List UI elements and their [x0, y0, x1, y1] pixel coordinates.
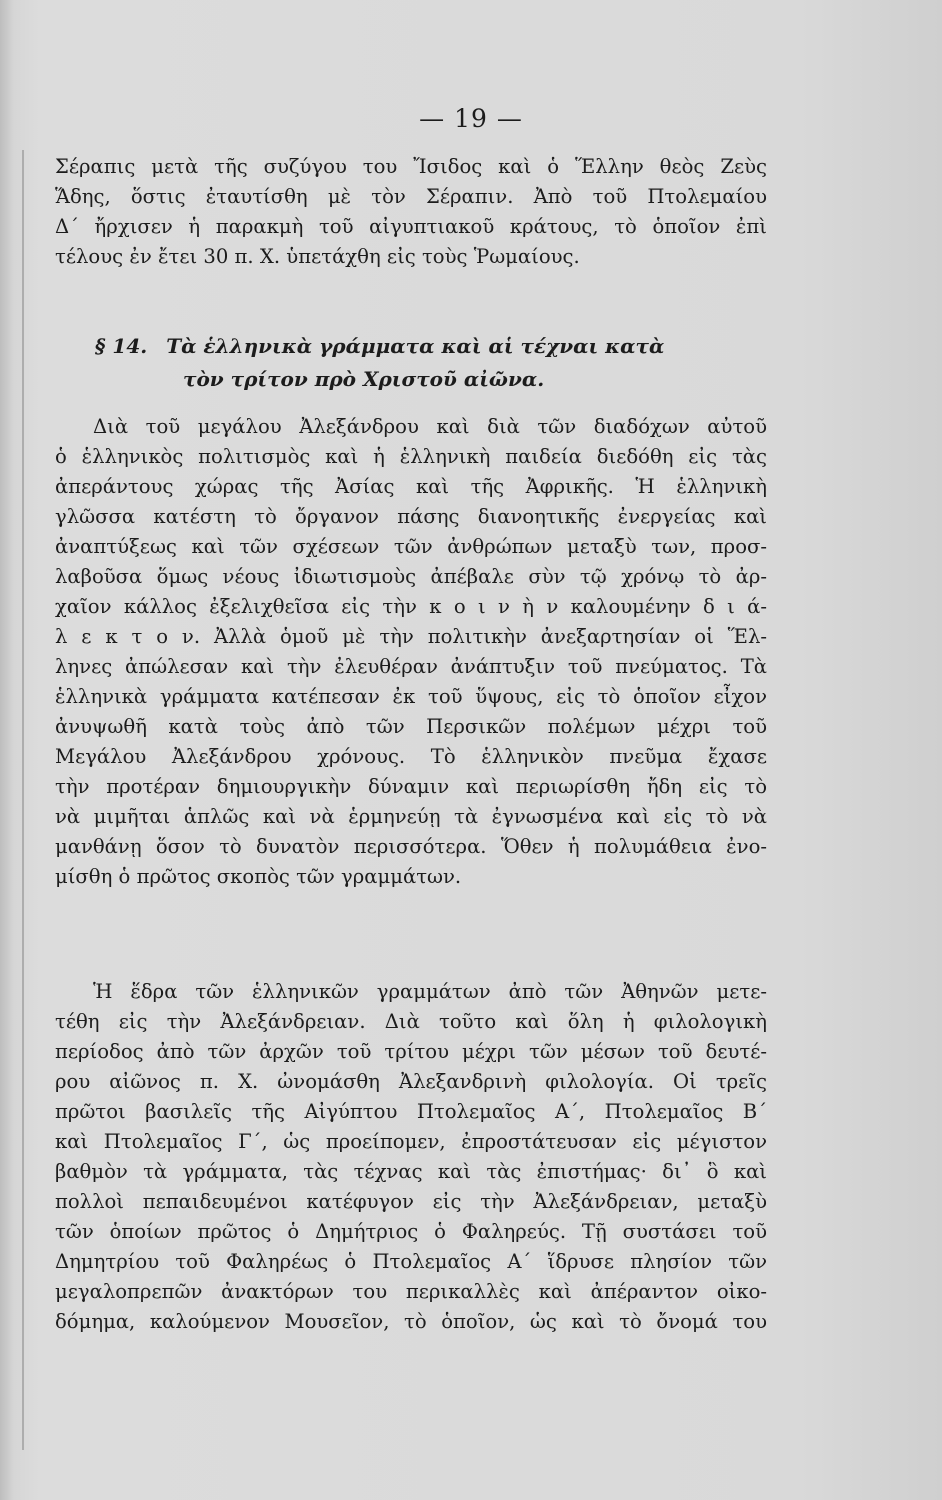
- text-line: μεγαλοπρεπῶν ἀνακτόρων του περικαλλὲς καὶ ἀπέραντον οἰκο-: [55, 1280, 767, 1303]
- text-line: ὁ ἑλληνικὸς πολιτισμὸς καὶ ἡ ἑλληνικὴ παιδεία διεδόθη εἰς τὰς: [55, 445, 767, 468]
- text-line: τέλους ἐν ἔτει 30 π. Χ. ὑπετάχθη εἰς τοὺς Ῥωμαίους.: [55, 245, 580, 268]
- page-number: — 19 —: [419, 104, 523, 133]
- text-line: δόμημα, καλούμενον Μουσεῖον, τὸ ὁποῖον, ὡς καὶ τὸ ὄνομά του: [55, 1310, 767, 1333]
- paragraph-2: [55, 977, 767, 1337]
- text-line: ἀπεράντους χώρας τῆς Ἀσίας καὶ τῆς Ἀφρικῆς. Ἡ ἑλληνικὴ: [55, 475, 767, 498]
- text-line: ἀνυψωθῆ κατὰ τοὺς ἀπὸ τῶν Περσικῶν πολέμων μέχρι τοῦ: [55, 715, 767, 738]
- paragraph-top: [55, 152, 767, 272]
- text-line: ἀναπτύξεως καὶ τῶν σχέσεων τῶν ἀνθρώπων μεταξὺ των, προσ-: [55, 535, 767, 558]
- text-line: βαθμὸν τὰ γράμματα, τὰς τέχνας καὶ τὰς ἐπιστήμας· δι᾽ ὃ καὶ: [55, 1160, 767, 1183]
- text-line: τῶν ὁποίων πρῶτος ὁ Δημήτριος ὁ Φαληρεύς. Τῇ συστάσει τοῦ: [55, 1220, 767, 1243]
- text-line: καὶ Πτολεμαῖος Γ΄, ὡς προείπομεν, ἐπροστάτευσαν εἰς μέγιστον: [55, 1130, 767, 1153]
- text-line: ἑλληνικὰ γράμματα κατέπεσαν ἐκ τοῦ ὕψους, εἰς τὸ ὁποῖον εἶχον: [55, 685, 767, 708]
- text-line: τὴν προτέραν δημιουργικὴν δύναμιν καὶ περιωρίσθη ἤδη εἰς τὸ: [55, 775, 767, 798]
- text-line: περίοδος ἀπὸ τῶν ἀρχῶν τοῦ τρίτου μέχρι τῶν μέσων τοῦ δευτέ-: [55, 1040, 767, 1063]
- text-line: Σέραπις μετὰ τῆς συζύγου του Ἴσιδος καὶ ὁ Ἕλλην θεὸς Ζεὺς: [55, 155, 767, 178]
- text-line: λαβοῦσα ὅμως νέους ἰδιωτισμοὺς ἀπέβαλε σὺν τῷ χρόνῳ τὸ ἀρ-: [55, 565, 767, 588]
- text-line: ρου αἰῶνος π. Χ. ὠνομάσθη Ἀλεξανδρινὴ φιλολογία. Οἱ τρεῖς: [55, 1070, 767, 1093]
- binding-edge: [22, 150, 24, 1450]
- text-line: Δ΄ ἤρχισεν ἡ παρακμὴ τοῦ αἰγυπτιακοῦ κράτους, τὸ ὁποῖον ἐπὶ: [55, 215, 767, 238]
- section-title-line2: τὸν τρίτον πρὸ Χριστοῦ αἰῶνα.: [183, 367, 545, 391]
- section-title-line1: Τὰ ἑλληνικὰ γράμματα καὶ αἱ τέχναι κατὰ: [166, 334, 665, 358]
- text-line: Διὰ τοῦ μεγάλου Ἀλεξάνδρου καὶ διὰ τῶν διαδόχων αὐτοῦ: [93, 415, 767, 438]
- text-line: τέθη εἰς τὴν Ἀλεξάνδρειαν. Διὰ τοῦτο καὶ ὅλη ἡ φιλολογικὴ: [55, 1010, 767, 1033]
- text-line: νὰ μιμῆται ἁπλῶς καὶ νὰ ἑρμηνεύῃ τὰ ἐγνωσμένα καὶ εἰς τὸ νὰ: [55, 805, 767, 828]
- text-line: Ἡ ἕδρα τῶν ἑλληνικῶν γραμμάτων ἀπὸ τῶν Ἀθηνῶν μετε-: [93, 980, 767, 1003]
- section-heading: [95, 330, 775, 396]
- text-line: μίσθη ὁ πρῶτος σκοπὸς τῶν γραμμάτων.: [55, 865, 462, 888]
- text-line: μανθάνῃ ὅσον τὸ δυνατὸν περισσότερα. Ὅθεν ἡ πολυμάθεια ἐνο-: [55, 835, 767, 858]
- text-line: γλῶσσα κατέστη τὸ ὄργανον πάσης διανοητικῆς ἐνεργείας καὶ: [55, 505, 767, 528]
- text-line: Ἅδης, ὅστις ἐταυτίσθη μὲ τὸν Σέραπιν. Ἀπὸ τοῦ Πτολεμαίου: [55, 185, 767, 208]
- text-line: Μεγάλου Ἀλεξάνδρου χρόνους. Τὸ ἑλληνικὸν πνεῦμα ἔχασε: [55, 745, 767, 768]
- text-line: πρῶτοι βασιλεῖς τῆς Αἰγύπτου Πτολεμαῖος Α΄, Πτολεμαῖος Β΄: [55, 1100, 767, 1123]
- paragraph-1: [55, 412, 767, 892]
- text-line: πολλοὶ πεπαιδευμένοι κατέφυγον εἰς τὴν Ἀλεξάνδρειαν, μεταξὺ: [55, 1190, 767, 1213]
- section-number: § 14.: [95, 334, 148, 358]
- text-line: Δημητρίου τοῦ Φαληρέως ὁ Πτολεμαῖος Α΄ ἵδρυσε πλησίον τῶν: [55, 1250, 767, 1273]
- text-line: ληνες ἀπώλεσαν καὶ τὴν ἐλευθέραν ἀνάπτυξιν τοῦ πνεύματος. Τὰ: [55, 655, 767, 678]
- text-line: χαῖον κάλλος ἐξελιχθεῖσα εἰς τὴν κ ο ι ν ὴ ν καλουμένην δ ι ά-: [55, 595, 767, 618]
- text-line: λ ε κ τ ο ν. Ἀλλὰ ὁμοῦ μὲ τὴν πολιτικὴν ἀνεξαρτησίαν οἱ Ἕλ-: [55, 625, 767, 648]
